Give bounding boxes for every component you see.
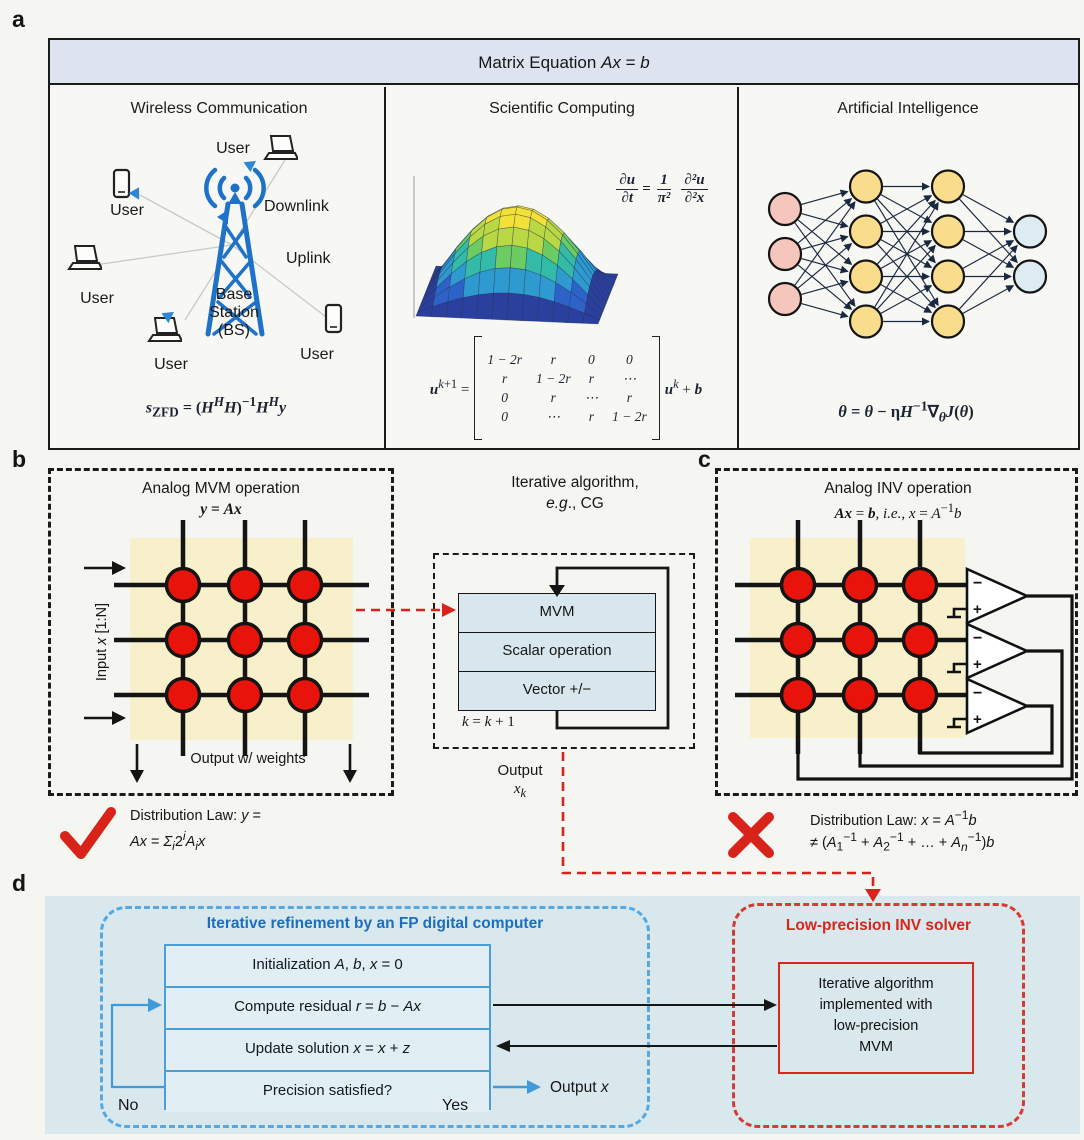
uplink-label: Uplink bbox=[286, 250, 331, 267]
neural-network bbox=[740, 136, 1075, 391]
step-scalar: Scalar operation bbox=[459, 633, 655, 672]
matrix-lhs: $u^{k+1}$ = bbox=[429, 377, 470, 398]
zero-forcing-formula: $s_{ZFD} = (H^HH)^{-1}H^Hy$ bbox=[145, 394, 287, 420]
yes-label: Yes bbox=[442, 1097, 469, 1114]
user-label: User bbox=[300, 346, 334, 363]
column-divider-2 bbox=[737, 87, 739, 448]
wireless-title: Wireless Communication bbox=[130, 100, 308, 117]
base-station-label: Base Station (BS) bbox=[209, 286, 259, 339]
iteration-matrix-equation bbox=[398, 336, 734, 440]
refinement-steps bbox=[164, 944, 491, 1110]
matrix-equation-header: Matrix Equation Ax = b bbox=[50, 40, 1078, 85]
distribution-law-b-line2: $Ax = \Sigma_i2^iA_ix$ bbox=[130, 829, 206, 853]
algorithm-title-line2: e.g., CG bbox=[546, 495, 604, 512]
bracket-right bbox=[652, 336, 660, 440]
matrix-cell: r bbox=[550, 351, 556, 367]
matrix-cell: 0 bbox=[587, 351, 595, 367]
laptop-icon bbox=[66, 244, 102, 274]
matrix-cell: 1 − 2r bbox=[612, 408, 647, 424]
panel-c-label: c bbox=[698, 446, 711, 472]
step-initialization: Initialization A, b, x = 0 bbox=[166, 946, 489, 988]
step-precision-check: Precision satisfied? bbox=[166, 1072, 489, 1112]
output-weights-label: Output w/ weights bbox=[190, 751, 306, 767]
matrix-rhs: $u^k + b$ bbox=[664, 377, 703, 398]
scientific-title: Scientific Computing bbox=[489, 100, 635, 117]
newton-update-formula: $\theta = \theta - \eta H^{-1}\nabla_\theta J(\theta)$ bbox=[838, 398, 974, 424]
downlink-label: Downlink bbox=[264, 198, 329, 215]
matrix-cell: 1 − 2r bbox=[535, 370, 571, 386]
step-vector: Vector +/− bbox=[522, 681, 592, 698]
refinement-title: Iterative refinement by an FP digital computer bbox=[206, 915, 544, 932]
opamp-minus-input: − bbox=[973, 575, 983, 592]
algorithm-title-line1: Iterative algorithm, bbox=[511, 474, 639, 491]
phone-icon bbox=[324, 303, 344, 335]
step-update-solution: Update solution x = x + z bbox=[166, 1030, 489, 1072]
bracket-left bbox=[474, 336, 482, 440]
matrix-grid bbox=[487, 352, 646, 425]
matrix-cell: r bbox=[502, 370, 508, 386]
matrix-cell: 0 bbox=[501, 389, 509, 405]
inv-operation-title: Analog INV operation bbox=[824, 480, 972, 497]
opamp-minus-input: − bbox=[973, 630, 983, 647]
algorithm-steps bbox=[458, 593, 656, 711]
matrix-cell: r bbox=[588, 370, 594, 386]
laptop-icon bbox=[262, 134, 298, 164]
matrix-cell: ⋯ bbox=[546, 408, 561, 424]
laptop-icon bbox=[146, 316, 182, 346]
mvm-operation-title: Analog MVM operation bbox=[142, 480, 300, 497]
distribution-law-c-line2: ≠ ($A_1^{-1} + A_2^{-1}$ + … + $A_n^{-1})b$ bbox=[810, 830, 995, 854]
user-label: User bbox=[154, 356, 188, 373]
panel-b-label: b bbox=[12, 446, 27, 472]
final-output-label: Output x bbox=[550, 1079, 609, 1096]
matrix-cell: r bbox=[588, 408, 594, 424]
crossbar-array-inv bbox=[735, 498, 1080, 798]
input-axis-label: Input x [1:N] bbox=[94, 602, 110, 682]
step-mvm: MVM bbox=[459, 594, 655, 633]
iteration-counter: k = k + 1 bbox=[462, 714, 515, 730]
matrix-cell: ⋯ bbox=[622, 370, 637, 386]
matrix-cell: 0 bbox=[501, 408, 509, 424]
matrix-cell: 0 bbox=[626, 351, 633, 367]
opamp-minus-input: − bbox=[973, 685, 983, 702]
user-label: User bbox=[80, 290, 114, 307]
step-compute-residual: Compute residual r = b − Ax bbox=[166, 988, 489, 1030]
user-label: User bbox=[216, 140, 250, 157]
cross-x-icon bbox=[724, 806, 778, 864]
matrix-cell: r bbox=[550, 389, 556, 405]
pde-formula: $\frac{\partial u}{\partial t}$ = $\frac{1}{\text{π²}}$ $\frac{\text{∂²u}}{\text{∂²x}}$ bbox=[592, 172, 732, 207]
matrix-cell: ⋯ bbox=[584, 389, 599, 405]
panel-a-label: a bbox=[12, 6, 25, 32]
mvm-operation-subtitle: y = Ax bbox=[200, 501, 242, 518]
opamp-plus-input: + bbox=[973, 601, 982, 618]
opamp-plus-input: + bbox=[973, 711, 982, 728]
opamp-plus-input: + bbox=[973, 656, 982, 673]
algorithm-output-var: $x_k$ bbox=[513, 781, 527, 800]
distribution-law-b-line1: Distribution Law: y = bbox=[130, 808, 261, 824]
solver-title: Low-precision INV solver bbox=[785, 917, 972, 934]
checkmark-icon bbox=[58, 803, 120, 863]
matrix-cell: r bbox=[626, 389, 633, 405]
distribution-law-c-line1: Distribution Law: $x = A^{-1}b$ bbox=[810, 808, 977, 829]
no-label: No bbox=[118, 1097, 139, 1114]
panel-d-label: d bbox=[12, 870, 27, 896]
column-divider-1 bbox=[384, 87, 386, 448]
algorithm-output-label: Output bbox=[497, 762, 543, 779]
ai-title: Artificial Intelligence bbox=[837, 100, 979, 117]
user-label: User bbox=[110, 202, 144, 219]
matrix-cell: 1 − 2r bbox=[487, 351, 522, 367]
inv-operation-subtitle: Ax = b, i.e., $x = A^{-1}b$ bbox=[834, 501, 962, 522]
solver-inner-box: Iterative algorithm implemented with low-precision MVM bbox=[778, 962, 974, 1074]
